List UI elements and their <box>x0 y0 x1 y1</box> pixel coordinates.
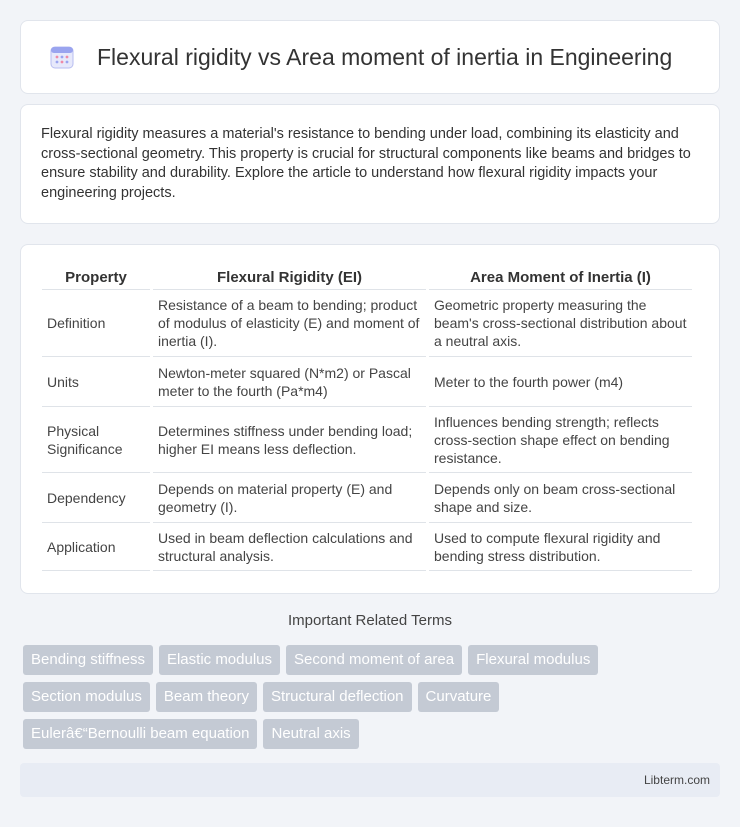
tag-flexural-modulus[interactable]: Flexural modulus <box>468 645 598 675</box>
comparison-table-card <box>20 244 720 594</box>
row-area-value: Influences bending strength; reflects cross-section shape effect on bending resistance. <box>429 407 692 473</box>
tag-section-modulus[interactable]: Section modulus <box>23 682 150 712</box>
tag-neutral-axis[interactable]: Neutral axis <box>263 719 358 749</box>
row-flexural-value: Determines stiffness under bending load; higher EI means less deflection. <box>153 407 426 473</box>
tag-elastic-modulus[interactable]: Elastic modulus <box>159 645 280 675</box>
row-area-value: Depends only on beam cross-sectional shape and size. <box>429 473 692 523</box>
tag-row <box>23 682 723 712</box>
row-flexural-value: Resistance of a beam to bending; product of modulus of elasticity (E) and moment of inertia (I). <box>153 290 426 357</box>
related-terms-list <box>23 645 723 756</box>
row-flexural-value: Newton-meter squared (N*m2) or Pascal meter to the fourth (Pa*m4) <box>153 357 426 407</box>
tag-structural-deflection[interactable]: Structural deflection <box>263 682 412 712</box>
column-header-flexural-rigidity: Flexural Rigidity (EI) <box>153 266 426 290</box>
tag-second-moment-of-area[interactable]: Second moment of area <box>286 645 462 675</box>
tag-curvature[interactable]: Curvature <box>418 682 500 712</box>
tag-euler-bernoulli-beam-equation[interactable]: Eulerâ€“Bernoulli beam equation <box>23 719 257 749</box>
table-row <box>42 290 692 357</box>
tag-bending-stiffness[interactable]: Bending stiffness <box>23 645 153 675</box>
column-header-property: Property <box>42 266 150 290</box>
column-header-area-moment: Area Moment of Inertia (I) <box>429 266 692 290</box>
row-property: Physical Significance <box>42 407 150 473</box>
table-row <box>42 407 692 473</box>
related-terms-title: Important Related Terms <box>288 612 452 629</box>
row-property: Application <box>42 523 150 571</box>
footer <box>20 763 720 797</box>
row-property: Dependency <box>42 473 150 523</box>
table-row <box>42 473 692 523</box>
intro-paragraph: Flexural rigidity measures a material's resistance to bending under load, combining its elasticity and cross-sectional geometry. This property is crucial for structural components like beams and bridges to ensure stability and durability. Explore the article to understand how flexural rigidity impacts your engineering projects. <box>20 104 720 224</box>
page-title: Flexural rigidity vs Area moment of inertia in Engineering <box>97 43 673 70</box>
tag-row <box>23 719 723 749</box>
row-property: Definition <box>42 290 150 357</box>
row-flexural-value: Used in beam deflection calculations and structural analysis. <box>153 523 426 571</box>
table-row <box>42 357 692 407</box>
row-property: Units <box>42 357 150 407</box>
row-flexural-value: Depends on material property (E) and geometry (I). <box>153 473 426 523</box>
table-row <box>42 523 692 571</box>
tag-beam-theory[interactable]: Beam theory <box>156 682 257 712</box>
page-header <box>20 20 720 94</box>
footer-site-link[interactable]: Libterm.com <box>643 773 710 787</box>
comparison-table <box>39 266 695 571</box>
row-area-value: Used to compute flexural rigidity and bending stress distribution. <box>429 523 692 571</box>
tag-row <box>23 645 723 675</box>
row-area-value: Meter to the fourth power (m4) <box>429 357 692 407</box>
row-area-value: Geometric property measuring the beam's cross-sectional distribution about a neutral axis. <box>429 290 692 357</box>
calendar-icon <box>49 44 75 70</box>
